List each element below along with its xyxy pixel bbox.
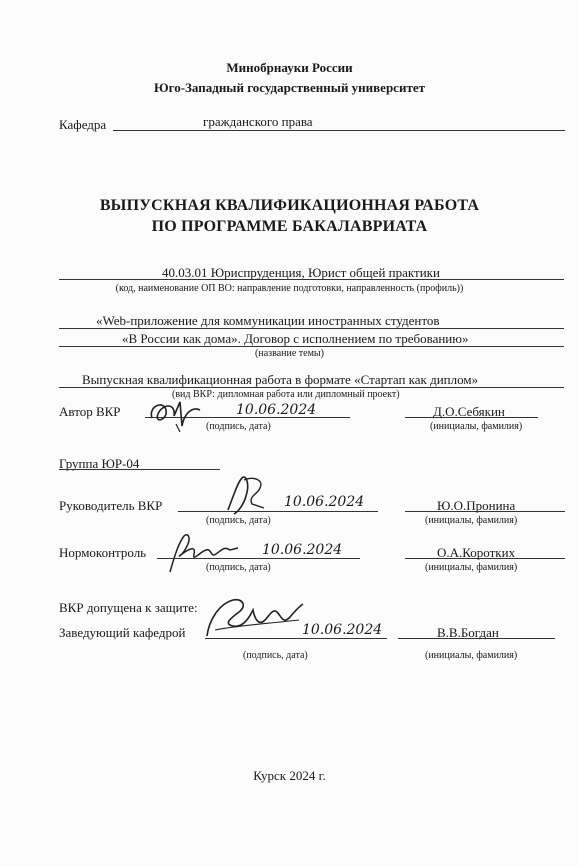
head-of-department-label: Заведующий кафедрой bbox=[59, 625, 186, 640]
author-label: Автор ВКР bbox=[59, 404, 121, 419]
document-title-line2: ПО ПРОГРАММЕ БАКАЛАВРИАТА bbox=[151, 218, 428, 235]
department-label: Кафедра bbox=[59, 117, 107, 132]
city-year: Курск 2024 г. bbox=[253, 768, 326, 783]
head-signature-image bbox=[203, 590, 313, 651]
group-text: Группа ЮР-04 bbox=[59, 456, 140, 471]
author-signature-image bbox=[146, 396, 206, 437]
group-underline bbox=[59, 469, 220, 470]
supervisor-label: Руководитель ВКР bbox=[59, 498, 163, 513]
document-title-line1: ВЫПУСКНАЯ КВАЛИФИКАЦИОННАЯ РАБОТА bbox=[99, 197, 480, 214]
normcontrol-sign-date: 10.06.2024 bbox=[262, 542, 343, 558]
author-sign-caption: (подпись, дата) bbox=[206, 421, 271, 432]
author-sign-date: 10.06.2024 bbox=[236, 402, 317, 418]
author-name: Д.О.Себякин bbox=[433, 404, 505, 419]
supervisor-sign-date: 10.06.2024 bbox=[284, 494, 365, 510]
normcontrol-label: Нормоконтроль bbox=[59, 545, 147, 560]
normcontrol-sign-caption: (подпись, дата) bbox=[206, 562, 271, 573]
topic-line1: «Web-приложение для коммуникации иностранных студентов bbox=[96, 313, 440, 328]
head-sign-caption: (подпись, дата) bbox=[243, 650, 308, 661]
department-underline bbox=[113, 130, 565, 131]
work-type-value: Выпускная квалификационная работа в формате «Стартап как диплом» bbox=[82, 372, 479, 387]
normcontrol-signature-image bbox=[164, 528, 244, 583]
normcontrol-name: О.А.Коротких bbox=[437, 545, 516, 560]
program-value: 40.03.01 Юриспруденция, Юрист общей практики bbox=[162, 265, 440, 280]
topic-caption: (название темы) bbox=[255, 348, 324, 359]
head-name-caption: (инициалы, фамилия) bbox=[425, 650, 518, 661]
program-caption: (код, наименование ОП ВО: направление подготовки, направленность (профиль)) bbox=[115, 283, 464, 294]
admission-text: ВКР допущена к защите: bbox=[59, 600, 198, 615]
supervisor-name: Ю.О.Пронина bbox=[437, 498, 516, 513]
normcontrol-name-caption: (инициалы, фамилия) bbox=[425, 562, 518, 573]
ministry-name: Минобрнауки России bbox=[226, 60, 353, 75]
supervisor-sign-caption: (подпись, дата) bbox=[206, 515, 271, 526]
author-name-caption: (инициалы, фамилия) bbox=[430, 421, 523, 432]
work-type-caption: (вид ВКР: дипломная работа или дипломный проект) bbox=[172, 389, 400, 400]
department-value: гражданского права bbox=[203, 114, 313, 129]
topic-line2: «В России как дома». Договор с исполнением по требованию» bbox=[122, 331, 469, 346]
university-name: Юго-Западный государственный университет bbox=[154, 80, 425, 95]
head-sign-date: 10.06.2024 bbox=[302, 622, 383, 638]
head-name: В.В.Богдан bbox=[437, 625, 499, 640]
supervisor-name-caption: (инициалы, фамилия) bbox=[425, 515, 518, 526]
